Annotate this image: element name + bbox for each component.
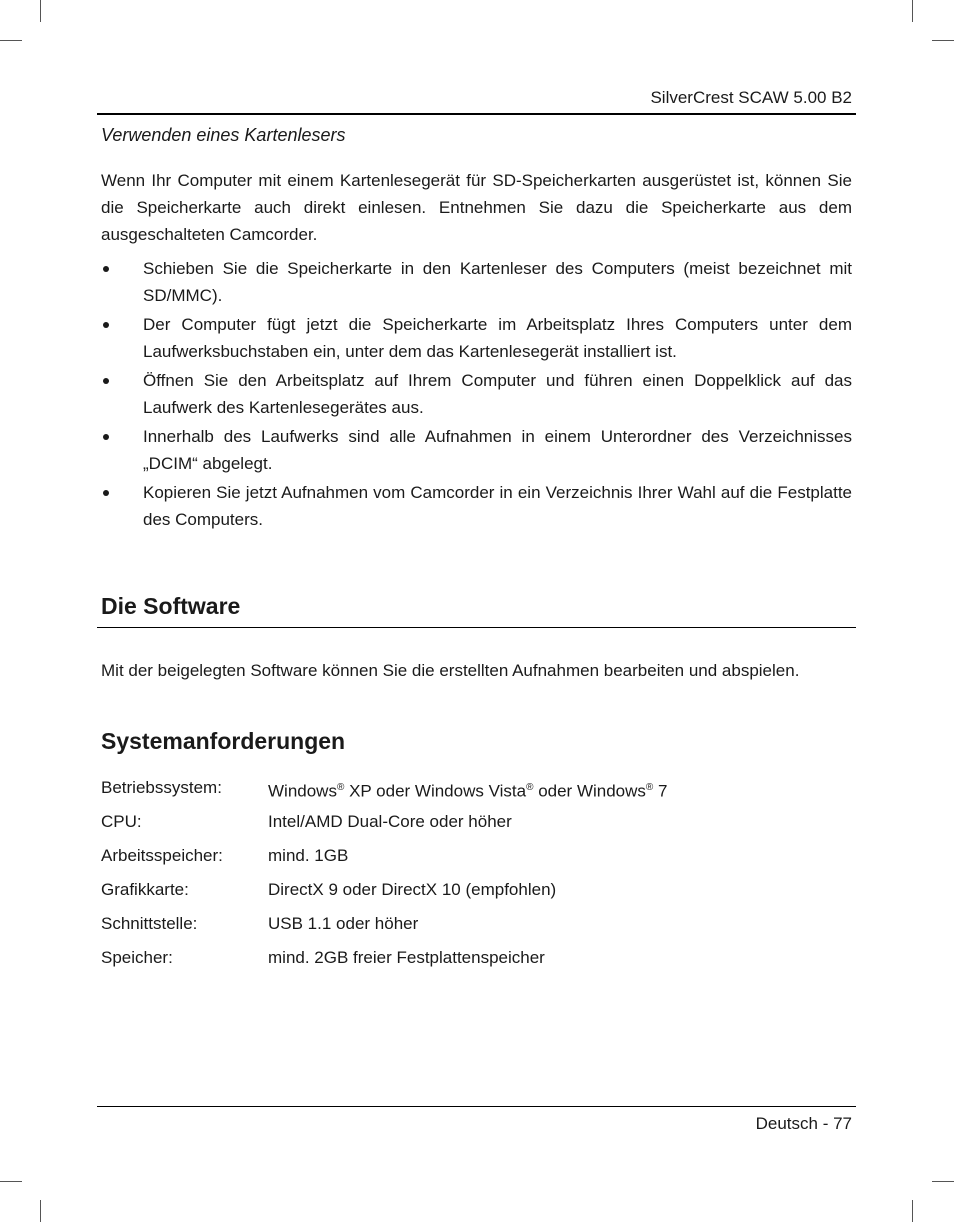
- spec-label: Arbeitsspeicher:: [101, 846, 223, 865]
- crop-mark: [932, 1181, 954, 1182]
- crop-mark: [40, 0, 41, 22]
- crop-mark: [40, 1200, 41, 1222]
- step-text: Innerhalb des Laufwerks sind alle Aufnahmen in einem Unterordner des Verzeichnisses „DCIM“ abgelegt.: [143, 427, 852, 473]
- spec-value: Intel/AMD Dual-Core oder höher: [268, 812, 512, 831]
- bullet-icon: [103, 266, 109, 272]
- spec-value: DirectX 9 oder DirectX 10 (empfohlen): [268, 880, 557, 899]
- page-number: Deutsch - 77: [755, 1114, 852, 1133]
- crop-mark: [0, 1181, 22, 1182]
- table-row: [101, 909, 768, 943]
- card-reader-steps: [101, 255, 852, 535]
- table-row: [101, 807, 768, 841]
- card-reader-subheading: Verwenden eines Kartenlesers: [101, 125, 346, 145]
- software-text: Mit der beigelegten Software können Sie die erstellten Aufnahmen bearbeiten und abspielen.: [101, 661, 800, 680]
- spec-value: mind. 1GB: [268, 846, 349, 865]
- spec-label: Schnittstelle:: [101, 914, 198, 933]
- step-text: Kopieren Sie jetzt Aufnahmen vom Camcorder in ein Verzeichnis Ihrer Wahl auf die Festplatte des Computers.: [143, 483, 852, 529]
- list-item: [101, 367, 852, 421]
- spec-value-os: Windows® XP oder Windows Vista® oder Windows® 7: [268, 781, 668, 801]
- bullet-icon: [103, 322, 109, 328]
- table-row: [101, 875, 768, 909]
- step-text: Öffnen Sie den Arbeitsplatz auf Ihrem Computer und führen einen Doppelklick auf das Laufwerk des Kartenlesegerätes aus.: [143, 371, 852, 417]
- system-requirements-heading: Systemanforderungen: [101, 728, 346, 754]
- footer-rule: [97, 1106, 856, 1107]
- software-heading: Die Software: [101, 593, 241, 619]
- section-rule: [97, 627, 856, 628]
- spec-label: Speicher:: [101, 948, 173, 967]
- spec-label: CPU:: [101, 812, 142, 831]
- header-rule: [97, 113, 856, 115]
- list-item: [101, 423, 852, 477]
- spec-value: mind. 2GB freier Festplattenspeicher: [268, 948, 545, 967]
- spec-table: [101, 773, 768, 977]
- card-reader-intro: Wenn Ihr Computer mit einem Kartenlesegerät für SD-Speicherkarten ausgerüstet ist, können Sie die Speicherkarte auch direkt einlesen. Entnehmen Sie dazu die Speicherkarte aus dem ausgeschalteten Camcorder.: [101, 171, 852, 244]
- bullet-icon: [103, 434, 109, 440]
- list-item: [101, 479, 852, 533]
- spec-label: Grafikkarte:: [101, 880, 189, 899]
- crop-mark: [912, 0, 913, 22]
- list-item: [101, 255, 852, 309]
- table-row: [101, 841, 768, 875]
- spec-value: USB 1.1 oder höher: [268, 914, 419, 933]
- spec-label: Betriebssystem:: [101, 778, 222, 797]
- bullet-icon: [103, 490, 109, 496]
- crop-mark: [912, 1200, 913, 1222]
- table-row: [101, 773, 768, 807]
- step-text: Der Computer fügt jetzt die Speicherkarte im Arbeitsplatz Ihres Computers unter dem Laufwerksbuchstaben ein, unter dem das Kartenlesegerät installiert ist.: [143, 315, 852, 361]
- list-item: [101, 311, 852, 365]
- bullet-icon: [103, 378, 109, 384]
- crop-mark: [932, 40, 954, 41]
- crop-mark: [0, 40, 22, 41]
- running-header: SilverCrest SCAW 5.00 B2: [650, 88, 852, 107]
- step-text: Schieben Sie die Speicherkarte in den Kartenleser des Computers (meist bezeichnet mit SD/MMC).: [143, 259, 852, 305]
- table-row: [101, 943, 768, 977]
